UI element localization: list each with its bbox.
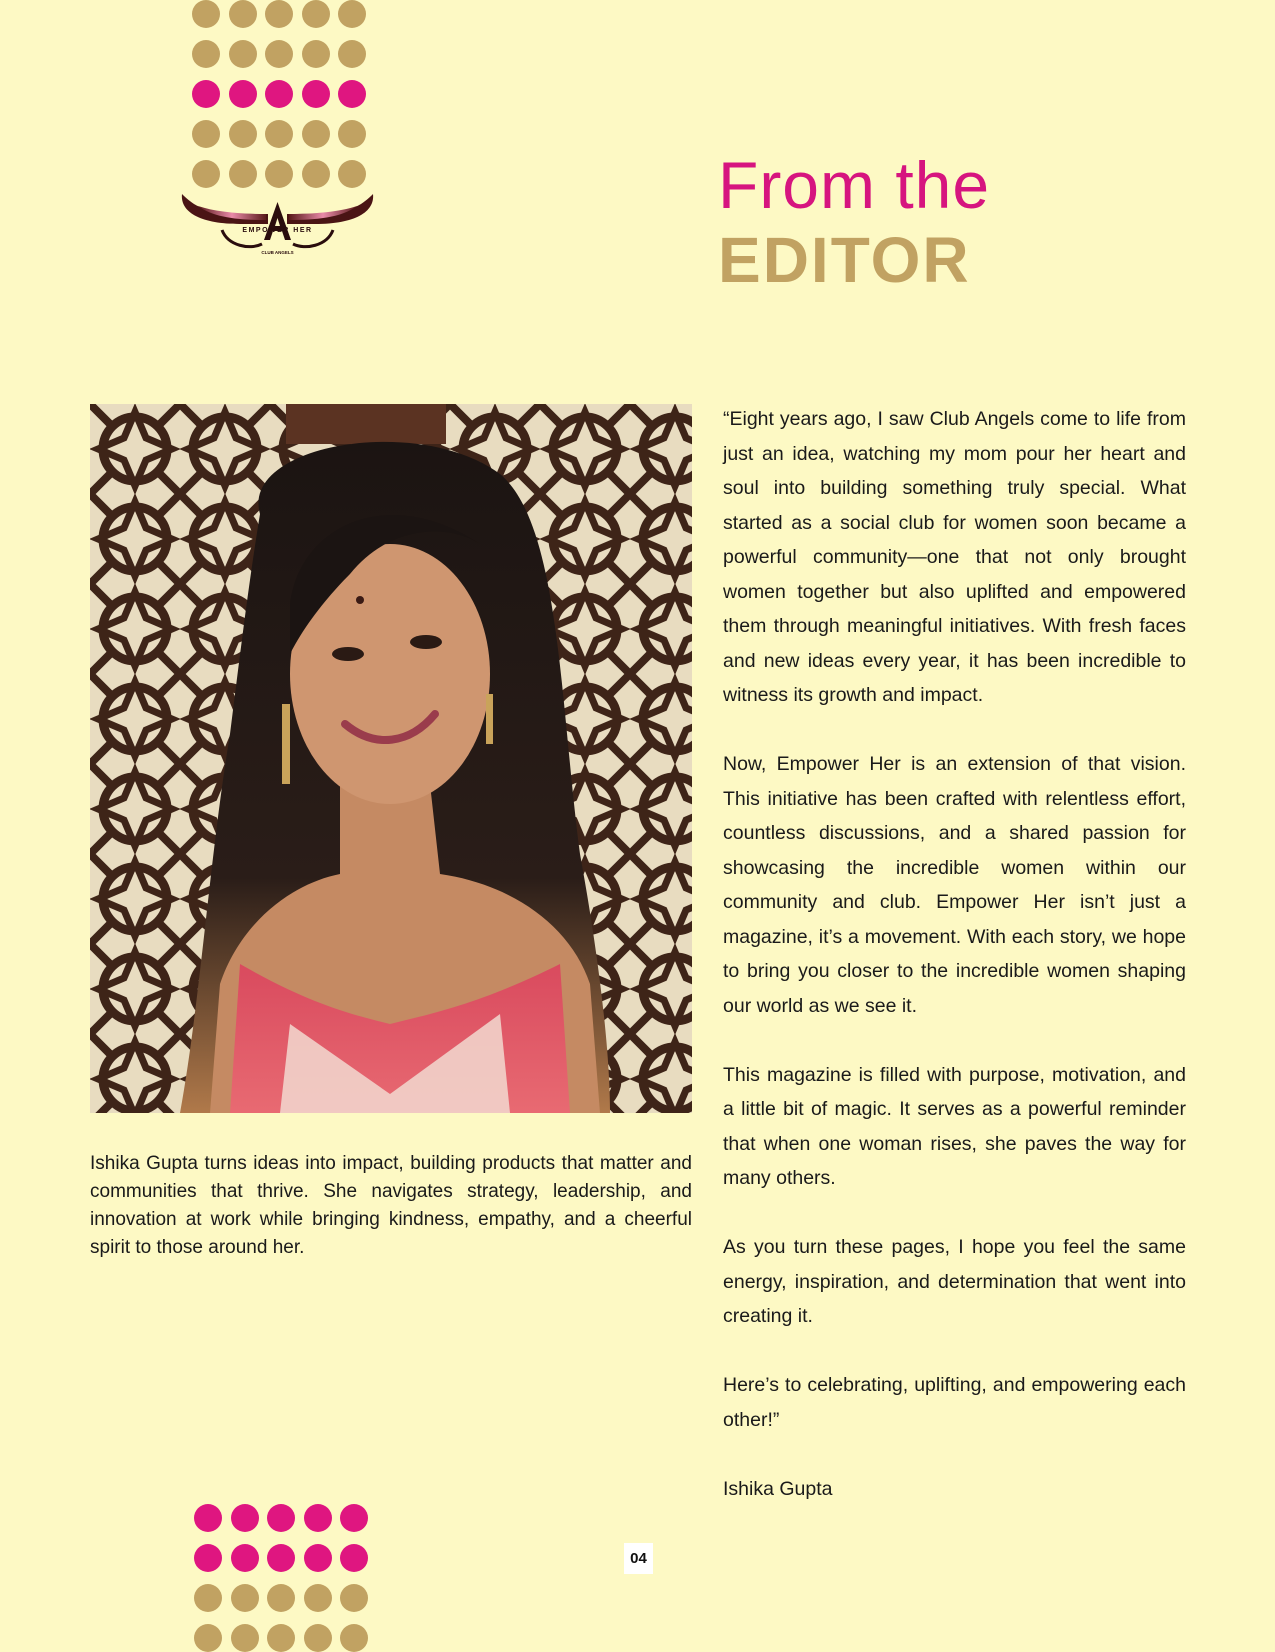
letter-paragraph: “Eight years ago, I saw Club Angels come to life from just an idea, watching my mom pour her heart and soul into building something truly special. What started as a social club for women soon became a powerful community—one that not only brought women together but also uplifted and empowered them through meaningful initiatives. With fresh faces and new ideas every year, it has been incredible to witness its growth and impact. [723, 408, 1186, 706]
dot-icon [338, 160, 366, 188]
decorative-dot-grid-bottom [194, 1504, 368, 1652]
letter-paragraph: As you turn these pages, I hope you feel the same energy, inspiration, and determination that went into creating it. [723, 1236, 1186, 1327]
letter-paragraph: Here’s to celebrating, uplifting, and empowering each other!” [723, 1374, 1186, 1431]
dot-icon [340, 1584, 368, 1612]
dot-icon [194, 1544, 222, 1572]
dot-icon [340, 1544, 368, 1572]
dot-icon [338, 120, 366, 148]
dot-icon [302, 40, 330, 68]
letter-paragraph: This magazine is filled with purpose, motivation, and a little bit of magic. It serves as a powerful reminder that when one woman rises, she paves the way for many others. [723, 1063, 1186, 1189]
dot-icon [304, 1544, 332, 1572]
dot-icon [265, 0, 293, 28]
dot-icon [231, 1544, 259, 1572]
dot-icon [304, 1504, 332, 1532]
dot-icon [304, 1624, 332, 1652]
editor-portrait-photo [90, 404, 692, 1113]
dot-icon [231, 1624, 259, 1652]
dot-icon [194, 1584, 222, 1612]
dot-icon [302, 0, 330, 28]
dot-icon [302, 120, 330, 148]
dot-icon [302, 80, 330, 108]
dot-icon [265, 120, 293, 148]
dot-icon [267, 1544, 295, 1572]
dot-icon [338, 0, 366, 28]
logo-subtitle: CLUB ANGELS [261, 250, 294, 255]
dot-icon [229, 80, 257, 108]
dot-icon [229, 160, 257, 188]
dot-icon [338, 40, 366, 68]
photo-caption: Ishika Gupta turns ideas into impact, building products that matter and communities that thrive. She navigates strategy, leadership, and innovation at work while bringing kindness, empathy, and a cheerful spirit to those around her. [90, 1153, 692, 1258]
dot-icon [267, 1504, 295, 1532]
dot-icon [194, 1624, 222, 1652]
dot-icon [229, 120, 257, 148]
dot-icon [231, 1584, 259, 1612]
dot-icon [338, 80, 366, 108]
dot-icon [229, 40, 257, 68]
dot-icon [192, 80, 220, 108]
letter-signature: Ishika Gupta [723, 1477, 833, 1500]
dot-icon [192, 0, 220, 28]
page-number: 04 [624, 1543, 653, 1574]
decorative-dot-grid-top [192, 0, 366, 188]
dot-icon [192, 160, 220, 188]
empower-her-logo [180, 190, 375, 262]
dot-icon [229, 0, 257, 28]
dot-icon [265, 80, 293, 108]
editor-letter [723, 402, 1186, 1506]
dot-icon [267, 1624, 295, 1652]
dot-icon [192, 120, 220, 148]
dot-icon [192, 40, 220, 68]
dot-icon [265, 160, 293, 188]
portrait-photo-icon [90, 404, 692, 1113]
logo-title: EMPOWER HER [242, 227, 313, 234]
dot-icon [265, 40, 293, 68]
dot-icon [304, 1584, 332, 1612]
dot-icon [231, 1504, 259, 1532]
page-title-line2: EDITOR [718, 224, 971, 296]
dot-icon [340, 1504, 368, 1532]
letter-paragraph: Now, Empower Her is an extension of that vision. This initiative has been crafted with relentless effort, countless discussions, and a shared passion for showcasing the incredible women within our community and club. Empower Her isn’t just a magazine, it’s a movement. With each story, we hope to bring you closer to the incredible women shaping our world as we see it. [723, 753, 1186, 1017]
dot-icon [340, 1624, 368, 1652]
page-title-line1: From the [718, 148, 991, 222]
dot-icon [302, 160, 330, 188]
dot-icon [194, 1504, 222, 1532]
dot-icon [267, 1584, 295, 1612]
